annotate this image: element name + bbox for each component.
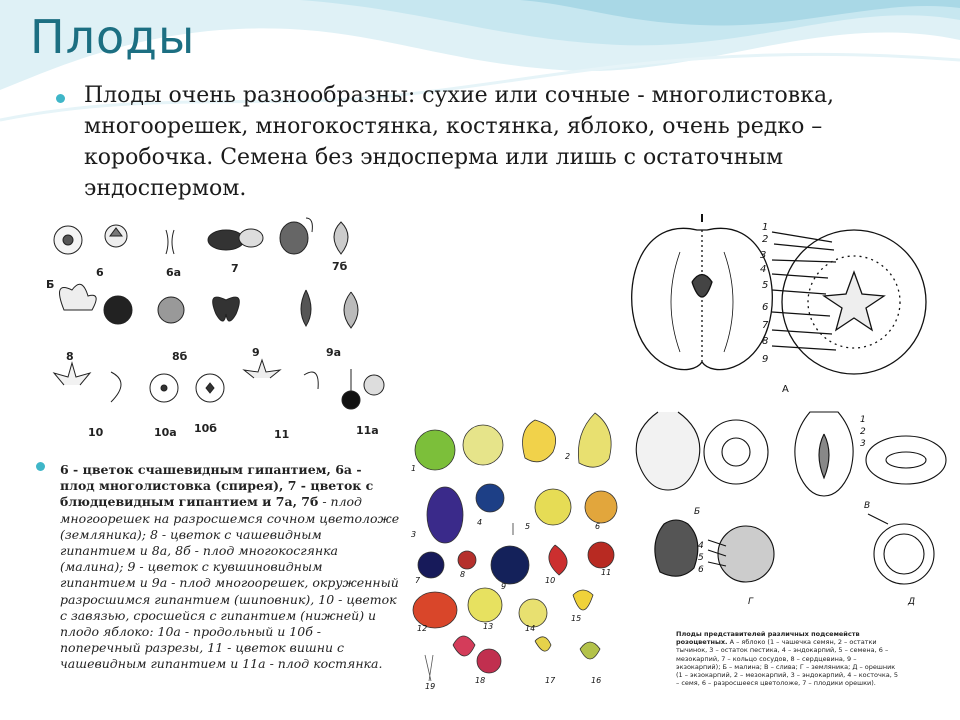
fig-label-6a: 6а — [166, 266, 182, 279]
fig-label-7: 7 — [231, 262, 239, 275]
fruit-label-18: 18 — [475, 676, 486, 685]
fig-label-10a: 10а — [154, 426, 177, 439]
fruit-label-8: 8 — [460, 570, 466, 579]
fruit-label-17: 17 — [545, 676, 556, 685]
fig-label-11: 11 — [274, 428, 290, 441]
colored-fruits-svg — [405, 405, 625, 695]
apple-label-6: 6 — [762, 302, 769, 313]
fig-label-11a: 11а — [356, 424, 379, 437]
fruit-label-7: 7 — [415, 576, 421, 585]
figure-apple-sections — [622, 212, 958, 402]
apple-label-1: 1 — [762, 222, 769, 233]
fruit-label-12: 12 — [417, 624, 428, 633]
figure-rosaceae-flowers — [36, 210, 386, 455]
apple-label-5: 5 — [762, 280, 769, 291]
section-label-B: Б — [694, 507, 701, 517]
fig-label-9: 9 — [252, 346, 260, 359]
section-label-1: 1 — [860, 415, 866, 425]
apple-figure-svg — [622, 212, 958, 402]
fruit-label-4: 4 — [477, 518, 483, 527]
fruit-label-5: 5 — [525, 522, 531, 531]
section-label-G: Г — [748, 597, 754, 607]
fruit-label-6: 6 — [595, 522, 601, 531]
apple-label-9: 9 — [762, 354, 769, 365]
apple-label-4: 4 — [760, 264, 767, 275]
fruit-label-10: 10 — [545, 576, 556, 585]
fruit-label-1: 1 — [411, 464, 417, 473]
bullet-point-icon — [56, 94, 65, 103]
section-label-2: 2 — [860, 427, 866, 437]
fig-label-9a: 9а — [326, 346, 342, 359]
fruit-label-9: 9 — [501, 582, 507, 591]
section-label-3: 3 — [860, 439, 866, 449]
fig-label-10: 10 — [88, 426, 104, 439]
apple-label-2: 2 — [762, 234, 769, 245]
legend-body: А – яблоко (1 – чашечка семян, 2 – остатки тычинок, 3 – остаток пестика, 4 – эндокарпий, 5 – семена, 6 – мезокарпий, 7 – кольцо сосудов, 8 – сердцевина, 9 – экзокарпий); Б – малина; В – слива; Г – земляника; Д – орешник (1 – экзокарпий, 2 – мезокарпий, 3 – эндокарпий, 4 – косточка, 5 – семя, 6 – разросшееся цветоложе, 7 – плодики орешки). — [676, 638, 899, 688]
fruit-label-3: 3 — [411, 530, 417, 539]
caption-italic-part: - плод многоорешек на разросшемся сочном цветоложе (земляника); 8 - цветок с чашевидным гипантием и 8а, 8б - плод многокосгянка (малина); 9 - цветок с кувшиновидным гипантием и 9а - плод многоорешек, окруженный разросшимся гипантием (шиповник), 10 - цветок с завязью, сросшейся с гипантием (нижней) и плодо яблоко: 10а - продольный и 10б - поперечный разрезы, 11 - цветок вишни с чашевидным гипантием и 11а - плод костянка. — [60, 494, 400, 672]
section-label-6: 6 — [698, 565, 704, 575]
fruit-label-2: 2 — [565, 452, 571, 461]
fig-label-8: 8 — [66, 350, 74, 363]
fig-label-B: Б — [46, 278, 55, 291]
apple-label-A: А — [782, 384, 789, 395]
fruit-label-19: 19 — [425, 682, 436, 691]
slide-title: Плоды — [30, 10, 196, 64]
fruit-label-14: 14 — [525, 624, 536, 633]
fruit-sections-svg — [628, 404, 958, 622]
fruit-sections-legend — [676, 630, 901, 687]
section-label-4: 4 — [698, 541, 704, 551]
figure-fruit-sections — [628, 404, 958, 622]
fruit-label-15: 15 — [571, 614, 582, 623]
fig-label-10b: 10б — [194, 422, 217, 435]
fig-label-8b: 8б — [172, 350, 188, 363]
figure-caption — [60, 462, 400, 673]
fruit-label-16: 16 — [591, 676, 602, 685]
legend-lead: Плоды представителей различных подсемейств розоцветных. — [676, 630, 860, 647]
fig-label-6: 6 — [96, 266, 104, 279]
caption-bold-part: 6 - цветок счашевидным гипантием, 6а - плод многолистовка (спирея), 7 - цветок с блюдцевидным гипантием и 7а, 7б — [60, 462, 374, 510]
main-paragraph: Плоды очень разнообразны: сухие или сочные - многолистовка, многоорешек, многокостянка, костянка, яблоко, очень редко – коробочка. Семена без эндосперма или лишь с остаточным эндоспермом. — [84, 83, 835, 201]
fruit-label-11: 11 — [601, 568, 612, 577]
caption-bullet-icon — [36, 462, 45, 471]
rosaceae-figure-svg — [36, 210, 386, 455]
section-label-D: Д — [908, 597, 916, 607]
section-label-V: В — [864, 501, 871, 511]
fig-label-7b: 7б — [332, 260, 348, 273]
figure-colored-fruits — [405, 405, 625, 695]
section-label-5: 5 — [698, 553, 704, 563]
apple-label-7: 7 — [762, 320, 769, 331]
apple-label-8: 8 — [762, 336, 769, 347]
apple-label-3: 3 — [760, 250, 767, 261]
fruit-label-13: 13 — [483, 622, 494, 631]
